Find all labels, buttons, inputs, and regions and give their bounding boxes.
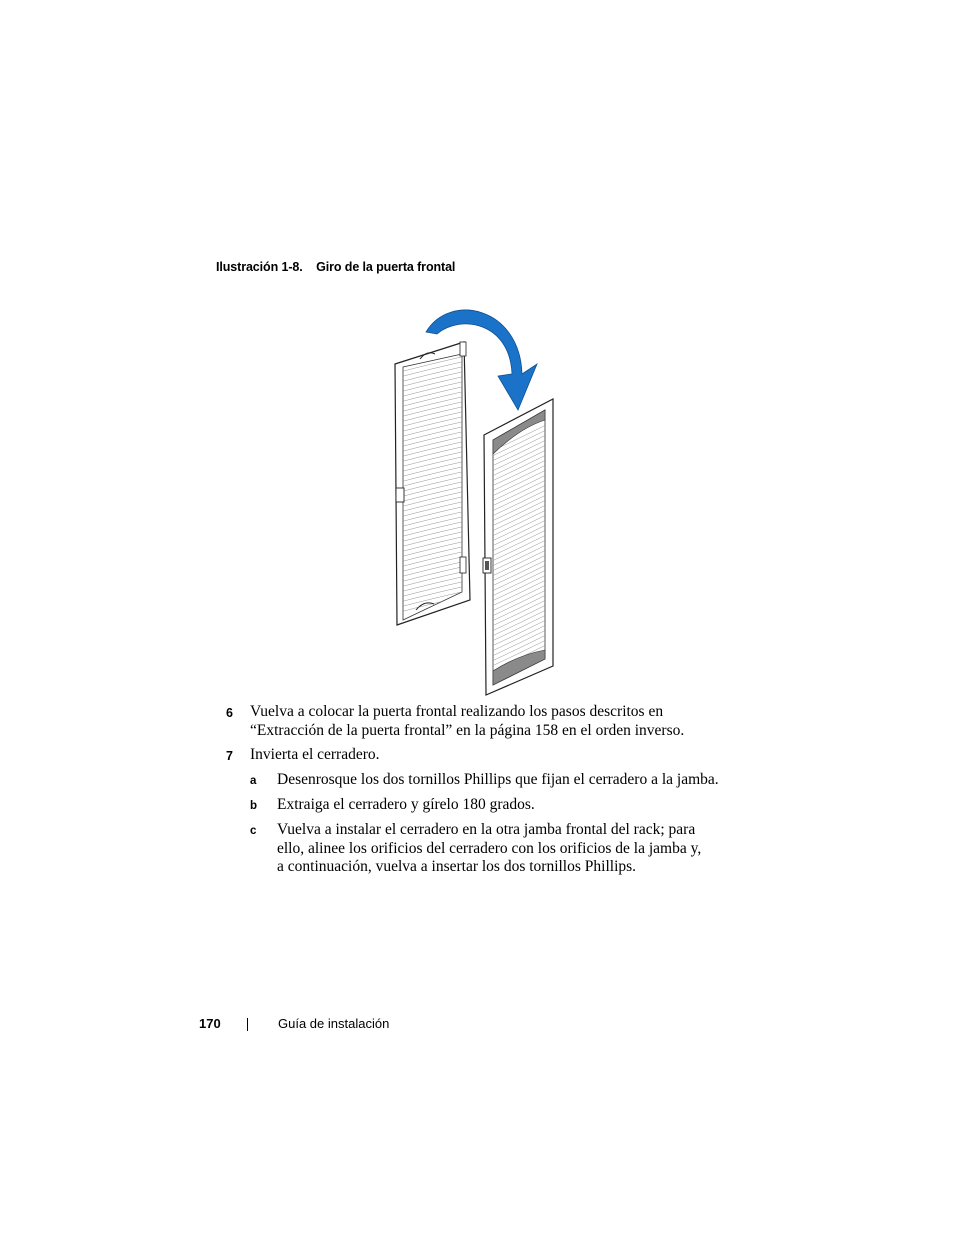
right-door-frame [484, 399, 553, 695]
document-title: Guía de instalación [278, 1016, 390, 1031]
step-number: 6 [226, 706, 233, 720]
step-text-line: Vuelva a colocar la puerta frontal realizando los pasos descritos en [250, 703, 664, 720]
step-text-line: “Extracción de la puerta frontal” en la página 158 en el orden inverso. [250, 721, 685, 739]
substep-text [277, 821, 701, 877]
substep-text-line: Desenrosque los dos tornillos Phillips que fijan el cerradero a la jamba. [277, 771, 719, 788]
left-door-hinge-top [460, 342, 466, 356]
figure-caption: Ilustración 1-8. Giro de la puerta frontal [216, 260, 456, 274]
step-number: 7 [226, 749, 233, 763]
substep-letter: a [250, 775, 257, 787]
substep-text [277, 771, 719, 790]
door-rotation-illustration [380, 292, 580, 697]
right-door-handle [483, 558, 491, 573]
step-text-line: Invierta el cerradero. [250, 746, 380, 763]
substep-text-line: a continuación, vuelva a insertar los dos tornillos Phillips. [277, 858, 637, 875]
substep-text-line: Vuelva a instalar el cerradero en la otra jamba frontal del rack; para [277, 821, 696, 838]
left-door-hinge-bottom [460, 557, 466, 573]
step-text [250, 703, 684, 740]
substep-text-line: Extraiga el cerradero y gírelo 180 grados. [277, 796, 535, 813]
left-door-frame [395, 342, 470, 625]
substep-letter: c [250, 825, 257, 837]
substep-text-line: ello, alinee los orificios del cerradero con los orificios de la jamba y, [277, 839, 702, 857]
footer-divider [247, 1018, 248, 1031]
substep-text [277, 796, 535, 815]
substep-letter: b [250, 800, 258, 812]
step-text [250, 746, 380, 765]
page-number: 170 [199, 1016, 221, 1031]
left-door-latch [396, 488, 404, 502]
